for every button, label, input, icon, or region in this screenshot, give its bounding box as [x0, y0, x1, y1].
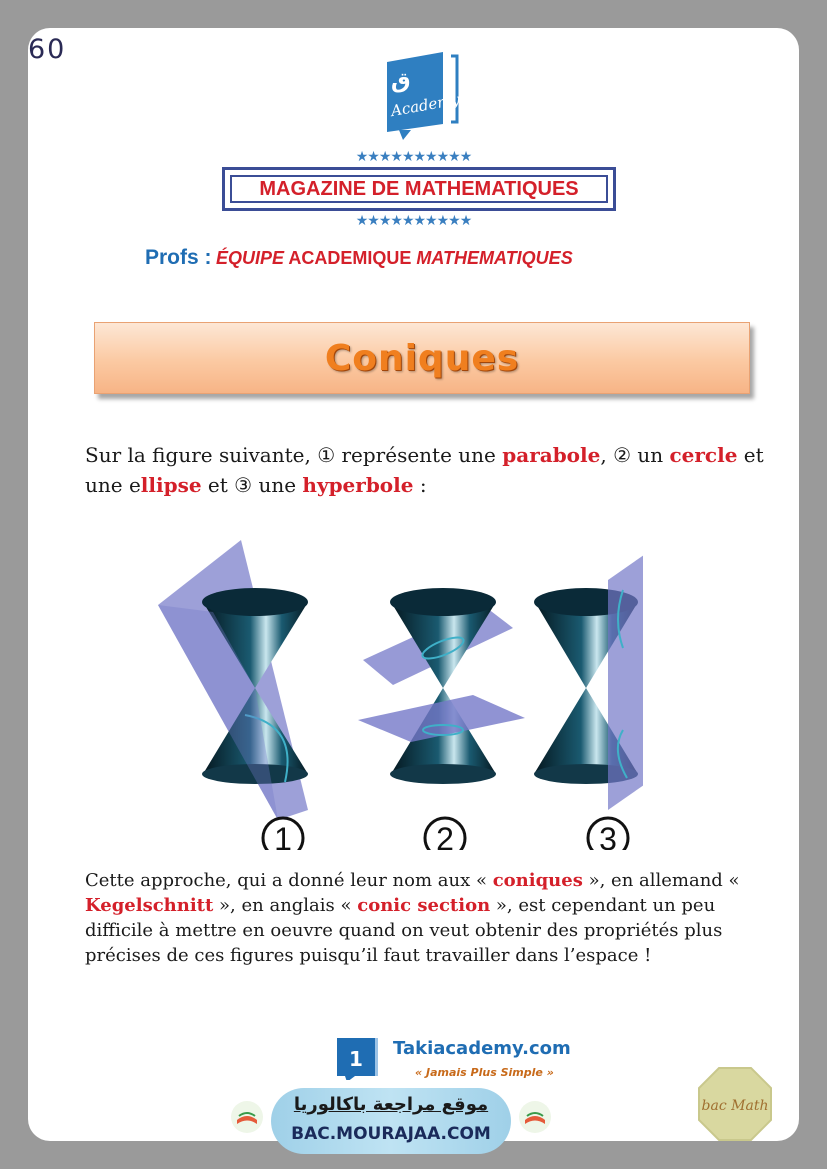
- svg-text:bac Math: bac Math: [701, 1098, 769, 1114]
- magazine-title-box: [222, 167, 616, 211]
- authors-line: [145, 246, 573, 270]
- takiacademy-site: Takiacademy.com: [393, 1038, 571, 1059]
- profs-label: Profs :: [145, 246, 212, 269]
- cone-hyperbola: [534, 550, 643, 810]
- magazine-title: MAGAZINE DE MATHEMATIQUES: [230, 175, 608, 203]
- intro-paragraph: Sur la figure suivante, ① représente une parabole, ② un cercle et une ellipse et ③ une hyperbole :: [85, 443, 764, 497]
- bacmath-logo-icon: [697, 1066, 773, 1142]
- book-icon-right: [518, 1100, 552, 1134]
- svg-text:3: 3: [599, 821, 617, 850]
- section-title: Coniques: [324, 337, 520, 379]
- keyword-ellipse: llipse: [140, 473, 202, 497]
- keyword-conic-section: conic section: [357, 895, 491, 916]
- figure-label-1: [263, 818, 303, 850]
- team-name: ÉQUIPE ACADEMIQUE MATHEMATIQUES: [215, 248, 573, 268]
- figure-label-3: [588, 818, 628, 850]
- keyword-kegelschnitt: Kegelschnitt: [85, 895, 214, 916]
- svg-text:1: 1: [274, 821, 292, 850]
- stars-bottom: ★★★★★★★★★★: [355, 213, 472, 229]
- keyword-parabole: parabole: [502, 443, 601, 467]
- book-icon-left: [230, 1100, 264, 1134]
- keyword-hyperbole: hyperbole: [302, 473, 414, 497]
- svg-text:1: 1: [349, 1047, 363, 1071]
- bac-mourajaa-link[interactable]: [271, 1088, 511, 1154]
- stars-top: ★★★★★★★★★★: [355, 149, 472, 165]
- bac-arabic-text: موقع مراجعة باكالوريا: [293, 1094, 489, 1115]
- bac-site-text: BAC.MOURAJAA.COM: [291, 1124, 491, 1144]
- document-page: [28, 28, 799, 1144]
- keyword-cercle: cercle: [669, 443, 738, 467]
- academy-logo-icon: [381, 50, 461, 142]
- figure-label-2: [425, 818, 465, 850]
- takiacademy-slogan: « Jamais Plus Simple »: [415, 1066, 554, 1079]
- svg-text:2: 2: [436, 821, 454, 850]
- cone-parabola: [158, 540, 308, 820]
- takiacademy-footer: [335, 1036, 575, 1086]
- page-number: 60: [28, 34, 67, 65]
- cone-circle-ellipse: [358, 588, 525, 784]
- keyword-coniques: coniques: [492, 870, 583, 891]
- svg-text:ق: ق: [391, 69, 411, 94]
- svg-text:Academy: Academy: [389, 90, 461, 121]
- section-banner: [94, 322, 750, 394]
- conic-sections-figure: [153, 520, 643, 850]
- body-paragraph: Cette approche, qui a donné leur nom aux « coniques », en allemand « Kegelschnitt », en anglais « conic section », est cependant un peu difficile à mettre en oeuvre quand on veut obtenir des propriétés plus précises de ces figures puisqu’il faut travailler dans l’espace !: [85, 870, 740, 966]
- takiacademy-badge-icon: [335, 1036, 379, 1080]
